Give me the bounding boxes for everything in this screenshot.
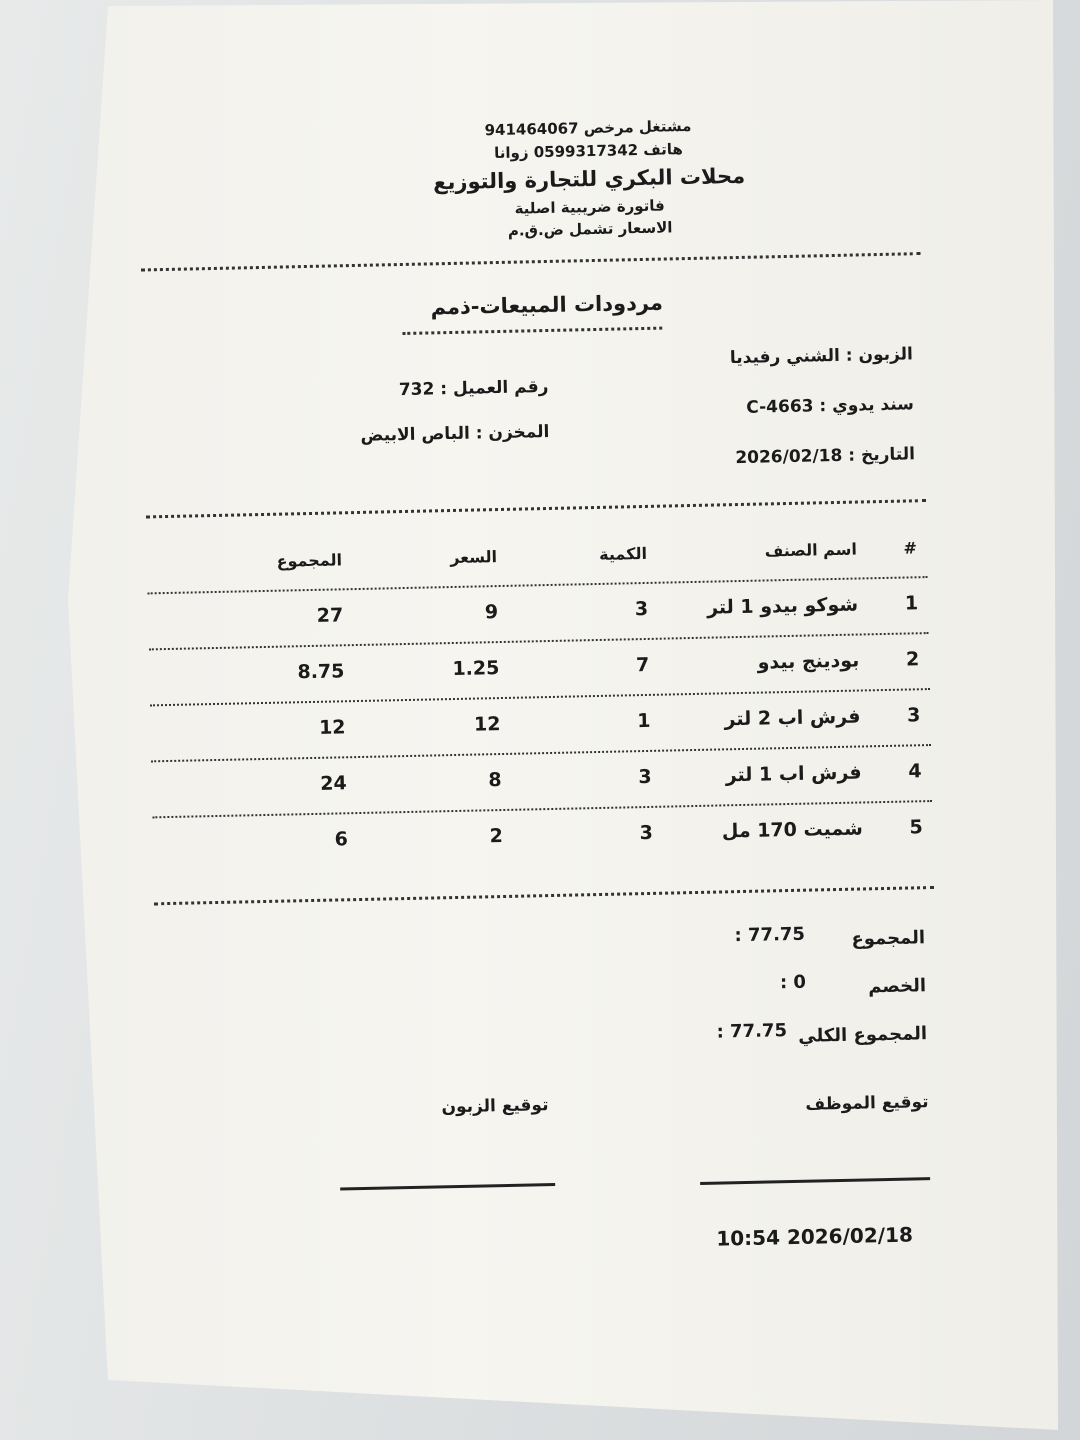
row-name: فرش اب 2 لتر	[724, 705, 861, 730]
row-total: 24	[320, 771, 347, 795]
row-qty: 3	[634, 597, 649, 620]
header-price: السعر	[450, 546, 498, 567]
invoice-type: فاتورة ضريبية اصلية	[514, 195, 665, 218]
license-number: مشتغل مرخص 941464067	[484, 116, 692, 140]
manual-voucher: سند يدوي : C-4663	[746, 393, 915, 418]
row-qty: 3	[638, 765, 652, 788]
separator	[141, 252, 921, 271]
customer-signature-label: توقيع الزبون	[441, 1094, 549, 1117]
receipt-header	[138, 110, 920, 250]
row-total: 6	[334, 827, 349, 851]
row-total: 27	[316, 603, 344, 627]
title-underline	[402, 326, 662, 334]
warehouse: المخزن : الباص الابيض	[360, 421, 550, 446]
items-table	[147, 530, 934, 872]
row-qty: 7	[635, 653, 650, 676]
employee-signature-line	[700, 1177, 930, 1185]
totals-block	[155, 923, 938, 1102]
row-price: 1.25	[452, 656, 500, 680]
customer-signature-line	[340, 1182, 555, 1190]
phone-number: هاتف 0599317342 زوانا	[493, 139, 684, 162]
discount-value: : 0	[779, 971, 807, 993]
row-num: 5	[909, 815, 923, 838]
separator	[154, 885, 934, 904]
row-num: 2	[905, 647, 920, 671]
row-price: 9	[484, 600, 499, 623]
customer-info	[143, 344, 926, 505]
employee-signature-label: توقيع الموظف	[805, 1091, 929, 1115]
customer-name: الزبون : الشني رفيديا	[729, 343, 914, 368]
signatures	[158, 1086, 940, 1212]
row-name: بودينج بيدو	[757, 649, 860, 674]
header-qty: الكمية	[598, 543, 648, 564]
row-qty: 1	[636, 709, 651, 732]
subtotal-value: : 77.75	[734, 923, 806, 946]
document-title: مردودات المبيعات-ذمم	[430, 290, 664, 319]
row-price: 2	[489, 824, 504, 847]
discount-label: الخصم	[868, 974, 927, 997]
row-total: 8.75	[297, 659, 345, 683]
row-price: 8	[488, 768, 502, 791]
header-num: #	[903, 537, 918, 558]
row-name: شوكو بيدو 1 لتر	[706, 593, 859, 619]
row-num: 1	[904, 591, 919, 615]
printed-timestamp: 10:54 2026/02/18	[716, 1222, 914, 1251]
shop-name: محلات البكري للتجارة والتوزيع	[432, 163, 746, 195]
row-qty: 3	[639, 821, 654, 844]
grand-total-value: : 77.75	[716, 1019, 788, 1043]
row-num: 3	[906, 703, 921, 727]
customer-number: رقم العميل : 732	[398, 376, 549, 400]
subtotal-label: المجموع	[851, 926, 926, 950]
row-name: شميت 170 مل	[721, 816, 863, 842]
grand-total-label: المجموع الكلي	[798, 1022, 928, 1047]
row-num: 4	[908, 759, 922, 783]
document-date: التاريخ : 2026/02/18	[735, 443, 916, 468]
tax-note: الاسعار تشمل ض.ق.م	[507, 218, 673, 240]
header-total: المجموع	[276, 549, 343, 571]
row-total: 12	[318, 715, 346, 739]
receipt	[138, 92, 944, 1368]
header-name: اسم الصنف	[764, 539, 858, 560]
row-price: 12	[473, 712, 501, 736]
row-name: فرش اب 1 لتر	[725, 760, 862, 786]
